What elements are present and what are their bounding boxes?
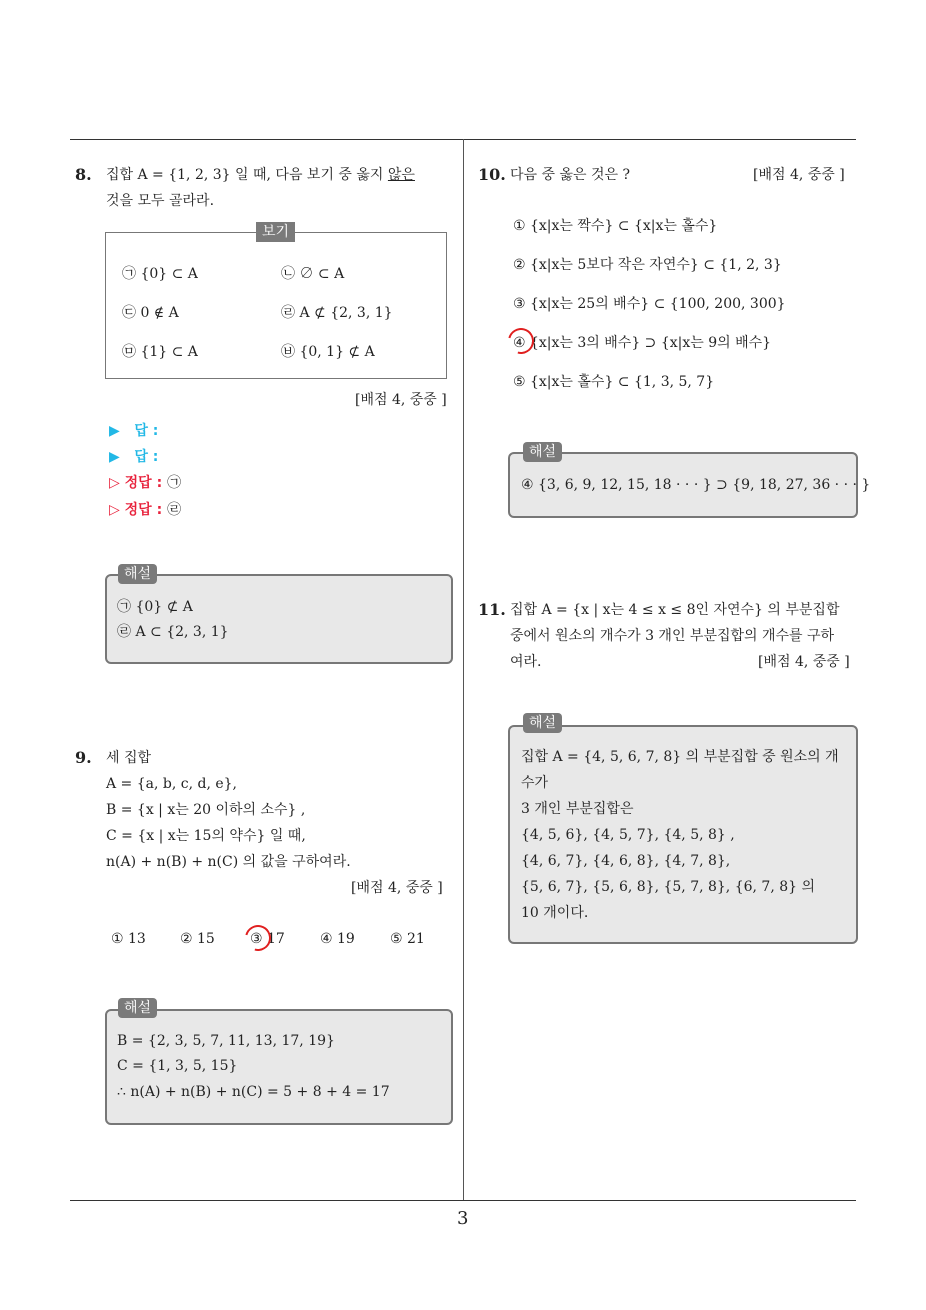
bottom-rule bbox=[70, 1200, 856, 1201]
answer-value: ㉠ bbox=[167, 475, 182, 491]
question-number: 9. bbox=[75, 748, 92, 767]
score: [배점 4, 중중 ] bbox=[753, 167, 845, 183]
choice[interactable]: ⑤ {x|x는 홀수} ⊂ {1, 3, 5, 7} bbox=[513, 374, 715, 390]
solution-line: {4, 5, 6}, {4, 5, 7}, {4, 5, 8} , bbox=[521, 827, 735, 843]
solution-label: 해설 bbox=[118, 998, 157, 1018]
question-text-part: 집합 A = {1, 2, 3} 일 때, 다음 보기 중 옳지 bbox=[106, 167, 384, 183]
question-text: 중에서 원소의 개수가 3 개인 부분집합의 개수를 구하 bbox=[510, 628, 835, 644]
answer-label: 정답 : bbox=[124, 502, 163, 518]
solution-line: C = {1, 3, 5, 15} bbox=[117, 1058, 238, 1074]
question-number: 11. bbox=[478, 600, 506, 619]
bogi-label: 보기 bbox=[256, 222, 295, 242]
underlined-word: 않은 bbox=[387, 167, 415, 183]
column-divider bbox=[463, 139, 464, 1201]
answer-marker: ▷ bbox=[109, 475, 120, 491]
answer-value: ㉣ bbox=[167, 502, 182, 518]
answer-row bbox=[109, 420, 158, 440]
solution-line: 3 개인 부분집합은 bbox=[521, 801, 634, 817]
solution-label: 해설 bbox=[118, 564, 157, 584]
question-text: B = {x | x는 20 이하의 소수} , bbox=[106, 802, 306, 818]
choice[interactable]: ⑤ 21 bbox=[390, 931, 425, 947]
solution-line: ∴ n(A) + n(B) + n(C) = 5 + 8 + 4 = 17 bbox=[117, 1084, 390, 1100]
question-text: 집합 A = {x | x는 4 ≤ x ≤ 8인 자연수} 의 부분집합 bbox=[510, 602, 840, 618]
answer-label: 답 : bbox=[134, 449, 159, 465]
solution-line: 집합 A = {4, 5, 6, 7, 8} 의 부분집합 중 원소의 개 bbox=[521, 749, 839, 765]
choice[interactable]: ④ 19 bbox=[320, 931, 355, 947]
bogi-item: ㉤ {1} ⊂ A bbox=[122, 344, 198, 360]
score: [배점 4, 중중 ] bbox=[758, 654, 850, 670]
score: [배점 4, 중중 ] bbox=[351, 880, 443, 896]
solution-line: 10 개이다. bbox=[521, 905, 589, 921]
page-number: 3 bbox=[457, 1208, 469, 1229]
question-text: C = {x | x는 15의 약수} 일 때, bbox=[106, 828, 306, 844]
choice[interactable]: ③ {x|x는 25의 배수} ⊂ {100, 200, 300} bbox=[513, 296, 786, 312]
bogi-item: ㉣ A ⊄ {2, 3, 1} bbox=[281, 305, 393, 321]
answer-label: 답 : bbox=[134, 423, 159, 439]
bogi-item: ㉡ ∅ ⊂ A bbox=[281, 266, 345, 282]
question-text bbox=[106, 166, 415, 184]
solution-line: {4, 6, 7}, {4, 6, 8}, {4, 7, 8}, bbox=[521, 853, 731, 869]
selected-circle-mark bbox=[503, 323, 539, 359]
answer-marker: ▷ bbox=[109, 502, 120, 518]
choice[interactable]: ② {x|x는 5보다 작은 자연수} ⊂ {1, 2, 3} bbox=[513, 257, 782, 273]
choice[interactable]: ① {x|x는 짝수} ⊂ {x|x는 홀수} bbox=[513, 218, 718, 234]
selected-circle-mark bbox=[240, 920, 276, 956]
solution-line: {5, 6, 7}, {5, 6, 8}, {5, 7, 8}, {6, 7, 8} 의 bbox=[521, 879, 816, 895]
solution-box bbox=[105, 574, 453, 664]
score: [배점 4, 중중 ] bbox=[355, 392, 447, 408]
solution-line: ④ {3, 6, 9, 12, 15, 18 · · · } ⊃ {9, 18, 27, 36 · · · } bbox=[521, 477, 871, 493]
answer-marker: ▶ bbox=[109, 423, 120, 439]
correct-answer-row bbox=[109, 472, 181, 492]
choice-selected[interactable]: ④ {x|x는 3의 배수} ⊃ {x|x는 9의 배수} bbox=[513, 335, 772, 351]
solution-line: 수가 bbox=[521, 775, 549, 791]
question-text: 다음 중 옳은 것은 ? bbox=[510, 167, 630, 183]
choice[interactable]: ① 13 bbox=[111, 931, 146, 947]
answer-row bbox=[109, 446, 158, 466]
answer-label: 정답 : bbox=[124, 475, 163, 491]
answer-marker: ▶ bbox=[109, 449, 120, 465]
question-text: n(A) + n(B) + n(C) 의 값을 구하여라. bbox=[106, 854, 351, 870]
solution-label: 해설 bbox=[523, 713, 562, 733]
question-text: A = {a, b, c, d, e}, bbox=[106, 776, 238, 792]
solution-line: ㉣ A ⊂ {2, 3, 1} bbox=[117, 624, 229, 640]
question-number: 10. bbox=[478, 165, 506, 184]
question-text-line2: 것을 모두 골라라. bbox=[106, 193, 215, 209]
question-text: 여라. bbox=[510, 654, 542, 670]
correct-answer-row bbox=[109, 499, 181, 519]
question-text: 세 집합 bbox=[106, 750, 152, 766]
solution-line: ㉠ {0} ⊄ A bbox=[117, 599, 193, 615]
bogi-item: ㉥ {0, 1} ⊄ A bbox=[281, 344, 375, 360]
bogi-item: ㉠ {0} ⊂ A bbox=[122, 266, 198, 282]
solution-line: B = {2, 3, 5, 7, 11, 13, 17, 19} bbox=[117, 1033, 335, 1049]
question-number: 8. bbox=[75, 165, 92, 184]
bogi-item: ㉢ 0 ∉ A bbox=[122, 305, 179, 321]
choice-selected[interactable]: ③ 17 bbox=[250, 931, 285, 947]
solution-label: 해설 bbox=[523, 442, 562, 462]
choice[interactable]: ② 15 bbox=[180, 931, 215, 947]
